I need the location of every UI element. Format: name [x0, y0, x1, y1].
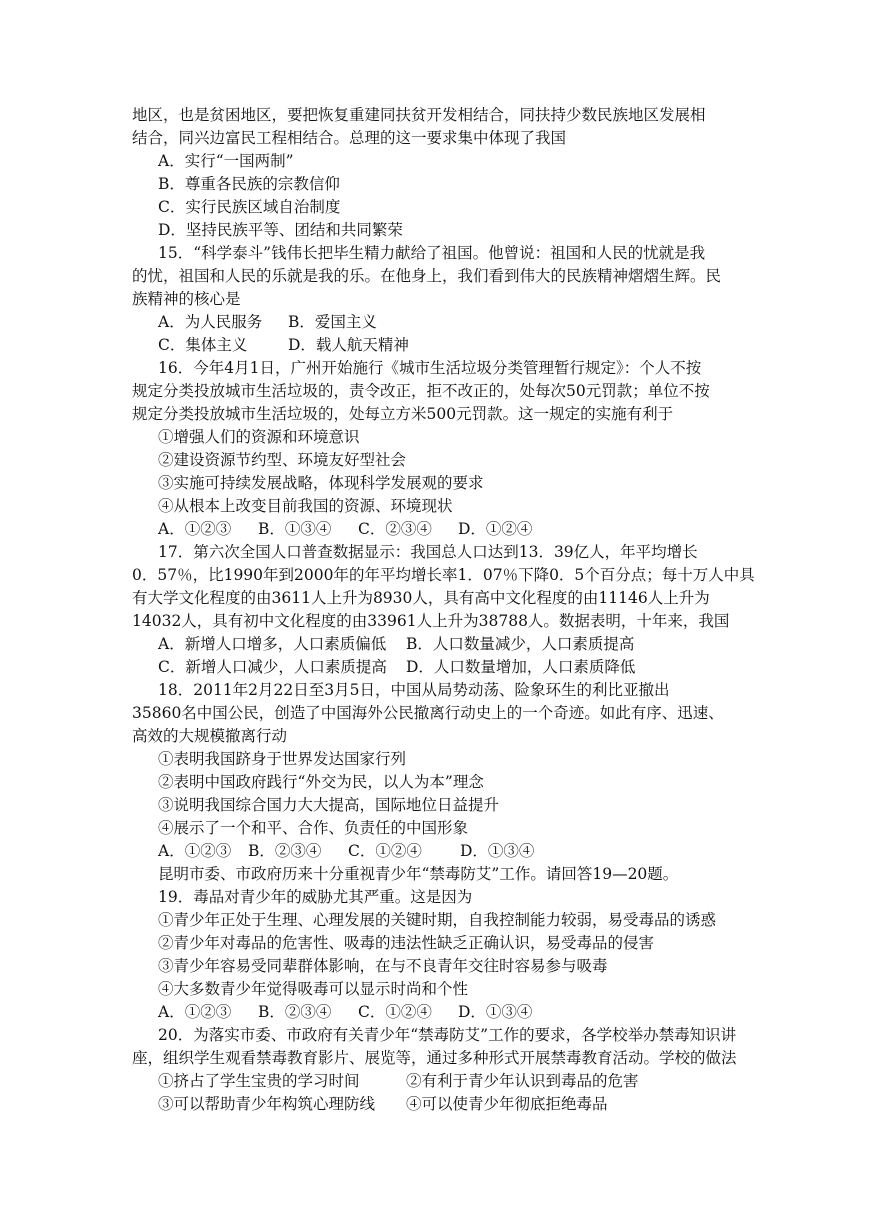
q16-stem-line-2: 规定分类投放城市生活垃圾的，责令改正，拒不改正的，处每次50元罚款；单位不按: [132, 382, 710, 400]
q17-option-d: D．人口数量增加，人口素质降低: [406, 658, 636, 676]
q18-item-4: ④展示了一个和平、合作、负责任的中国形象: [158, 819, 469, 837]
q18-stem-line-3: 高效的大规模撤离行动: [132, 727, 288, 745]
q15-option-b: B．爱国主义: [288, 313, 377, 331]
q15-option-a: A．为人民服务: [158, 313, 263, 331]
q16-stem-line-3: 规定分类投放城市生活垃圾的，处每立方米500元罚款。这一规定的实施有利于: [132, 405, 674, 423]
q15-stem-line-2: 的忧，祖国和人民的乐就是我的乐。在他身上，我们看到伟大的民族精神熠熠生辉。民: [132, 267, 722, 285]
q14-stem-line-2: 结合，同兴边富民工程相结合。总理的这一要求集中体现了我国: [132, 129, 567, 147]
q20-stem-line-1: 20．为落实市委、市政府有关青少年“禁毒防艾”工作的要求，各学校举办禁毒知识讲: [158, 1026, 737, 1044]
q16-stem-line-1: 16．今年4月1日，广州开始施行《城市生活垃圾分类管理暂行规定》：个人不按: [158, 359, 702, 377]
q16-item-2: ②建设资源节约型、环境友好型社会: [158, 451, 407, 469]
q19-option-a: A．①②③: [158, 1003, 232, 1021]
q18-option-d: D．①③④: [460, 842, 535, 860]
q19-option-d: D．①③④: [458, 1003, 533, 1021]
q20-item-3: ③可以帮助青少年构筑心理防线: [158, 1095, 376, 1113]
q16-item-3: ③实施可持续发展战略，体现科学发展观的要求: [158, 474, 484, 492]
q17-stem-line-3: 有大学文化程度的由3611人上升为8930人，具有高中文化程度的由11146人上升为: [132, 589, 710, 607]
q15-stem-line-1: 15．“科学泰斗”钱伟长把毕生精力献给了祖国。他曾说：祖国和人民的忧就是我: [158, 244, 706, 262]
q20-item-2: ②有利于青少年认识到毒品的危害: [406, 1072, 639, 1090]
q15-options-row-2: [158, 334, 409, 356]
q15-stem-line-3: 族精神的核心是: [132, 290, 241, 308]
q18-stem-line-1: 18．2011年2月22日至3月5日，中国从局势动荡、险象环生的利比亚撤出: [158, 681, 670, 699]
q20-item-1: ①挤占了学生宝贵的学习时间: [158, 1072, 360, 1090]
q14-stem-line-1: 地区，也是贫困地区，要把恢复重建同扶贫开发相结合，同扶持少数民族地区发展相: [132, 106, 706, 124]
q17-option-b: B．人口数量减少，人口素质提高: [406, 635, 635, 653]
q14-option-d: D．坚持民族平等、团结和共同繁荣: [158, 221, 403, 239]
q18-item-2: ②表明中国政府践行“外交为民，以人为本”理念: [158, 773, 484, 791]
q17-option-a: A．新增人口增多，人口素质偏低: [158, 635, 387, 653]
q20-items-row-2: [158, 1093, 608, 1115]
q20-stem-line-2: 座，组织学生观看禁毒教育影片、展览等，通过多种形式开展禁毒教育活动。学校的做法: [132, 1049, 737, 1067]
q18-item-3: ③说明我国综合国力大大提高，国际地位日益提升: [158, 796, 500, 814]
q18-option-a: A．①②③: [158, 842, 232, 860]
q15-option-c: C．集体主义: [158, 336, 248, 354]
q14-option-c: C．实行民族区域自治制度: [158, 198, 341, 216]
q16-option-c: C．②③④: [358, 520, 432, 538]
q19-item-4: ④大多数青少年觉得吸毒可以显示时尚和个性: [158, 980, 469, 998]
q17-options-row-1: [158, 633, 634, 655]
q18-stem-line-2: 35860名中国公民，创造了中国海外公民撤离行动史上的一个奇迹。如此有序、迅速、: [132, 704, 724, 722]
q20-item-4: ④可以使青少年彻底拒绝毒品: [406, 1095, 608, 1113]
q19-option-c: C．①②④: [358, 1003, 432, 1021]
q19-item-1: ①青少年正处于生理、心理发展的关键时期，自我控制能力较弱，易受毒品的诱惑: [158, 911, 717, 929]
q15-options-row-1: [158, 311, 377, 333]
q19-20-intro: 昆明市委、市政府历来十分重视青少年“禁毒防艾”工作。请回答19—20题。: [158, 865, 679, 883]
q16-option-a: A．①②③: [158, 520, 232, 538]
q17-stem-line-4: 14032人，具有初中文化程度的由33961人上升为38788人。数据表明，十年来，我国: [132, 612, 730, 630]
q19-item-3: ③青少年容易受同辈群体影响，在与不良青年交往时容易参与吸毒: [158, 957, 608, 975]
q14-option-a: A．实行“一国两制”: [158, 152, 294, 170]
q17-options-row-2: [158, 656, 635, 678]
q19-options-row: [158, 1001, 532, 1023]
q19-option-b: B．②③④: [258, 1003, 332, 1021]
q16-item-4: ④从根本上改变目前我国的资源、环境现状: [158, 497, 453, 515]
q16-options-row: [158, 518, 532, 540]
q16-option-b: B．①③④: [258, 520, 332, 538]
q19-item-2: ②青少年对毒品的危害性、吸毒的违法性缺乏正确认识，易受毒品的侵害: [158, 934, 655, 952]
q18-options-row: [158, 840, 534, 862]
q15-option-d: D．载人航天精神: [288, 336, 409, 354]
q18-option-c: C．①②④: [348, 842, 422, 860]
q17-stem-line-2: 0．57％，比1990年到2000年的年平均增长率1．07％下降0．5个百分点；每十万人中具: [132, 566, 755, 584]
q18-option-b: B．②③④: [248, 842, 322, 860]
q17-option-c: C．新增人口减少，人口素质提高: [158, 658, 387, 676]
q20-items-row-1: [158, 1070, 639, 1092]
q16-item-1: ①增强人们的资源和环境意识: [158, 428, 360, 446]
q14-option-b: B．尊重各民族的宗教信仰: [158, 175, 340, 193]
q19-stem-line-1: 19．毒品对青少年的威胁尤其严重。这是因为: [158, 888, 473, 906]
q16-option-d: D．①②④: [458, 520, 533, 538]
q17-stem-line-1: 17．第六次全国人口普查数据显示：我国总人口达到13．39亿人，年平均增长: [158, 543, 698, 561]
q18-item-1: ①表明我国跻身于世界发达国家行列: [158, 750, 407, 768]
